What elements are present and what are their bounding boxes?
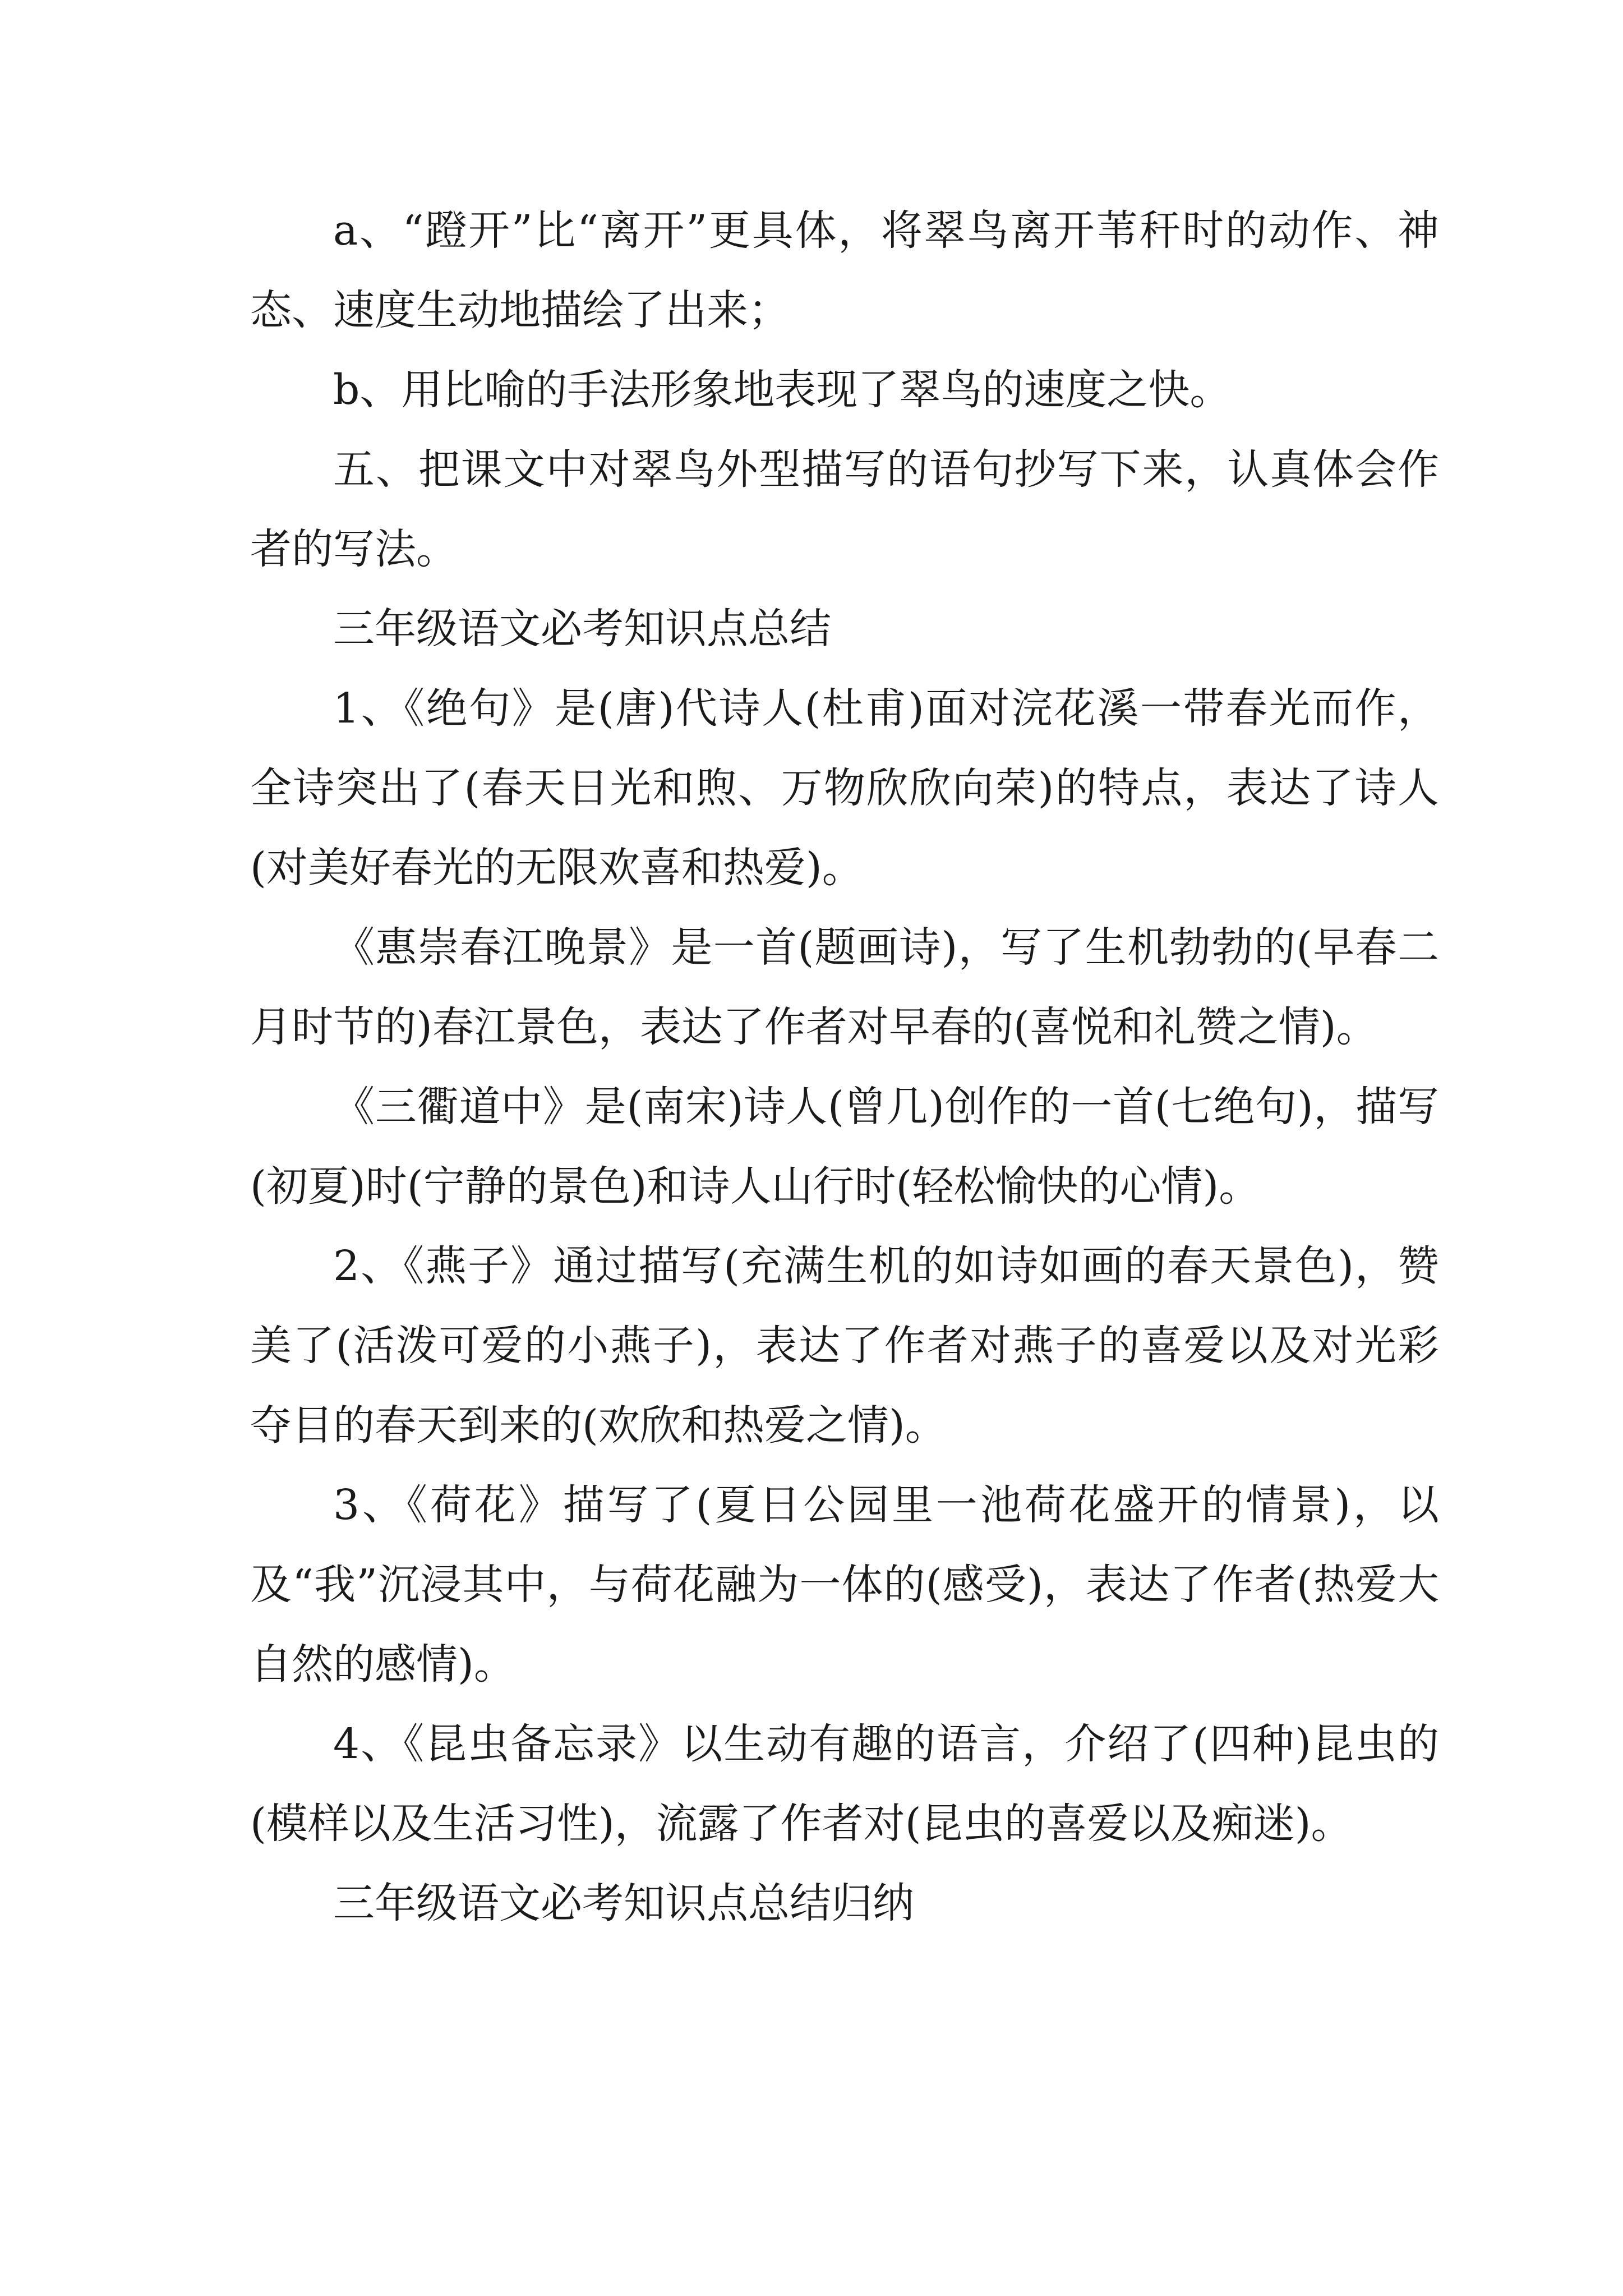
paragraph-kingfisher-simile: b、用比喻的手法形象地表现了翠鸟的速度之快。 bbox=[333, 366, 1232, 414]
document-body bbox=[250, 191, 1439, 1943]
paragraph-jueju: 1、《绝句》是(唐)代诗人(杜甫)面对浣花溪一带春光而作，全诗突出了(春天日光和煦、万物欣欣向荣)的特点，表达了诗人(对美好春光的无限欢喜和热爱)。 bbox=[250, 684, 1439, 892]
section-heading-summary-induction: 三年级语文必考知识点总结归纳 bbox=[333, 1879, 914, 1927]
paragraph-sanqu: 《三衢道中》是(南宋)诗人(曾几)创作的一首(七绝句)，描写(初夏)时(宁静的景色)和诗人山行时(轻松愉快的心情)。 bbox=[250, 1083, 1439, 1211]
paragraph-huichong: 《惠崇春江晚景》是一首(题画诗)，写了生机勃勃的(早春二月时节的)春江景色，表达了作者对早春的(喜悦和礼赞之情)。 bbox=[250, 923, 1439, 1051]
section-heading-summary: 三年级语文必考知识点总结 bbox=[333, 605, 831, 653]
paragraph-swallow: 2、《燕子》通过描写(充满生机的如诗如画的春天景色)，赞美了(活泼可爱的小燕子)，表达了作者对燕子的喜爱以及对光彩夺目的春天到来的(欢欣和热爱之情)。 bbox=[250, 1242, 1439, 1450]
paragraph-insect-memo: 4、《昆虫备忘录》以生动有趣的语言，介绍了(四种)昆虫的(模样以及生活习性)，流露了作者对(昆虫的喜爱以及痴迷)。 bbox=[250, 1720, 1439, 1848]
paragraph-lotus: 3、《荷花》描写了(夏日公园里一池荷花盛开的情景)，以及“我”沉浸其中，与荷花融为一体的(感受)，表达了作者(热爱大自然的感情)。 bbox=[250, 1481, 1439, 1688]
paragraph-exercise-five: 五、把课文中对翠鸟外型描写的语句抄写下来，认真体会作者的写法。 bbox=[250, 445, 1439, 573]
paragraph-kingfisher-verb-analysis: a、“蹬开”比“离开”更具体，将翠鸟离开苇秆时的动作、神态、速度生动地描绘了出来； bbox=[250, 206, 1439, 334]
